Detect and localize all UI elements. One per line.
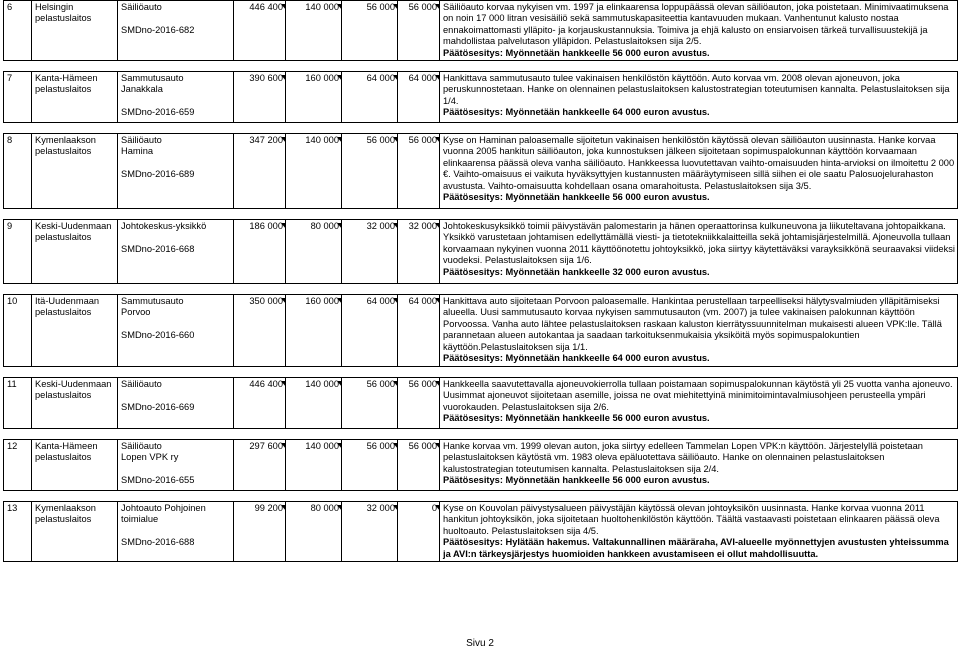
- case-reference: SMDno-2016-655: [121, 475, 195, 486]
- applied-amount-cell: 32 000: [342, 502, 398, 562]
- target-cell: [118, 220, 234, 284]
- row-spacer: [4, 123, 958, 134]
- applicant-cell: [32, 440, 118, 491]
- target-line: Säiliöauto: [121, 441, 162, 452]
- target-line: Säiliöauto: [121, 379, 162, 390]
- target-line: Janakkala: [121, 84, 163, 95]
- grants-table: [3, 0, 958, 562]
- target-line: Säiliöauto: [121, 2, 162, 12]
- applicant-line: Keski-Uudenmaan: [35, 221, 112, 232]
- target-cell: [118, 1, 234, 61]
- applicant-cell: [32, 134, 118, 209]
- applicant-line: pelastuslaitos: [35, 452, 92, 463]
- row-spacer: [4, 284, 958, 295]
- decision-text: Päätösesitys: Myönnetään hankkeelle 32 000 euron avustus.: [443, 266, 710, 277]
- applicant-cell: [32, 1, 118, 61]
- applied-amount-cell: 56 000: [342, 1, 398, 61]
- base-amount-cell: 140 000: [286, 440, 342, 491]
- decision-text: Päätösesitys: Myönnetään hankkeelle 64 000 euron avustus.: [443, 353, 710, 364]
- decision-text: Päätösesitys: Myönnetään hankkeelle 56 000 euron avustus.: [443, 192, 710, 203]
- base-amount-cell: 140 000: [286, 378, 342, 429]
- table-row: [4, 134, 958, 209]
- proposed-amount-cell: 56 000: [398, 440, 440, 491]
- row-spacer: [4, 209, 958, 220]
- description-cell: Säiliöauto korvaa nykyisen vm. 1997 ja elinkaarensa loppupäässä olevan säiliöauton, joka poistetaan. Minimivaatimuksena on noin 17 000 litran vesisäiliö sekä sammutuskapasiteettia kantavuuden mukaan. Vanhentunut kalusto nostaa ennakoimattomasti ylläpito- ja korjauskustannuksia. Toimiva ja ehjä kalusto on ensiarvoisen tärkeä turvallisuustekijä ja mahdollistaa palvelutason ylläpidon. Pelastuslaitoksen sija 2/5. Päätösesitys: Myönnetään hankkeelle 56 000 euron avustus.: [440, 1, 958, 61]
- case-reference: SMDno-2016-688: [121, 537, 195, 548]
- description-cell: Kyse on Kouvolan päivystysalueen päivystäjän käytössä olevan johtoyksikön uusinnasta. Hanke korvaa vuonna 2011 hankitun johtoyksikön, joka sijoitetaan huoltohenkilöstön käyttöön. Täältä vastaavasti poistetaan elinkaaren päässä oleva huoltoauto. Pelastuslaitoksen sija 4/5. Päätösesitys: Hylätään hakemus. Valtakunnallinen määräraha, AVI-alueelle myönnettyjen avustusten yhteissumma ja AVI:n tärkeysjärjestys huomioiden hankkeen avustamiseen ei ollut mahdollisuutta.: [440, 502, 958, 562]
- table-row: [4, 502, 958, 562]
- target-line: Sammutusauto: [121, 73, 184, 84]
- applied-amount-cell: 64 000: [342, 295, 398, 367]
- table-row: [4, 220, 958, 284]
- base-amount-cell: 160 000: [286, 72, 342, 123]
- applicant-line: Kymenlaakson: [35, 135, 96, 146]
- target-line: Lopen VPK ry: [121, 452, 179, 463]
- total-cost-cell: 350 000: [234, 295, 286, 367]
- applicant-line: pelastuslaitos: [35, 146, 92, 157]
- target-line: Johtoauto Pohjoinen: [121, 503, 206, 514]
- proposed-amount-cell: 0: [398, 502, 440, 562]
- target-cell: [118, 72, 234, 123]
- row-number: 13: [4, 502, 32, 562]
- total-cost-cell: 186 000: [234, 220, 286, 284]
- target-cell: [118, 502, 234, 562]
- case-reference: SMDno-2016-689: [121, 169, 195, 180]
- applicant-line: Itä-Uudenmaan: [35, 296, 100, 307]
- applicant-line: Kymenlaakson: [35, 503, 96, 514]
- decision-text: Päätösesitys: Myönnetään hankkeelle 56 000 euron avustus.: [443, 413, 710, 424]
- applied-amount-cell: 56 000: [342, 378, 398, 429]
- proposed-amount-cell: 56 000: [398, 134, 440, 209]
- applicant-cell: [32, 72, 118, 123]
- decision-text: Päätösesitys: Myönnetään hankkeelle 56 000 euron avustus.: [443, 47, 710, 58]
- applicant-cell: [32, 378, 118, 429]
- description-cell: Hanke korvaa vm. 1999 olevan auton, joka siirtyy edelleen Tammelan Lopen VPK:n käyttöön. Järjestelyllä poistetaan pelastuslaitoksen käytöstä vm. 1983 oleva epäluotettava säiliöauto. Hanke on olennainen pelastuslaitoksen kalustostrategian toteutumisen kannalta. Pelastuslaitoksen sija 2/4. Päätösesitys: Myönnetään hankkeelle 56 000 euron avustus.: [440, 440, 958, 491]
- target-line: Porvoo: [121, 307, 151, 318]
- description-cell: Hankittava sammutusauto tulee vakinaisen henkilöstön käyttöön. Auto korvaa vm. 2008 olevan ajoneuvon, joka peruskunnostetaan. Hanke on olennainen pelastuslaitoksen kalustostrategian toteutumisen kannalta. Pelastuslaitoksen sija 1/4. Päätösesitys: Myönnetään hankkeelle 64 000 euron avustus.: [440, 72, 958, 123]
- target-line: Säiliöauto: [121, 135, 162, 146]
- table-row: [4, 378, 958, 429]
- base-amount-cell: 80 000: [286, 220, 342, 284]
- row-number: 6: [4, 1, 32, 61]
- target-line: Hamina: [121, 146, 154, 157]
- page-number: Sivu 2: [466, 638, 494, 649]
- applicant-line: pelastuslaitos: [35, 307, 92, 318]
- applicant-line: Kanta-Hämeen: [35, 73, 98, 84]
- row-spacer: [4, 429, 958, 440]
- target-cell: [118, 134, 234, 209]
- row-number: 8: [4, 134, 32, 209]
- table-row: [4, 1, 958, 61]
- applicant-line: Helsingin: [35, 2, 74, 12]
- total-cost-cell: 446 400: [234, 378, 286, 429]
- row-spacer: [4, 367, 958, 378]
- applicant-line: Kanta-Hämeen: [35, 441, 98, 452]
- row-number: 7: [4, 72, 32, 123]
- case-reference: SMDno-2016-668: [121, 243, 195, 254]
- base-amount-cell: 80 000: [286, 502, 342, 562]
- target-line: toimialue: [121, 514, 159, 525]
- row-spacer: [4, 61, 958, 72]
- base-amount-cell: 140 000: [286, 134, 342, 209]
- decision-text: Päätösesitys: Myönnetään hankkeelle 56 000 euron avustus.: [443, 475, 710, 486]
- applicant-line: pelastuslaitos: [35, 84, 92, 95]
- row-spacer: [4, 491, 958, 502]
- applicant-line: pelastuslaitos: [35, 232, 92, 243]
- description-cell: Hankkeella saavutettavalla ajoneuvokierrolla tullaan poistamaan sopimuspalokunnan käytöstä yli 25 vuotta vanha ajoneuvo. Uusimmat ajoneuvot sijoitetaan asemille, joissa ne ovat miehitettyinä minimitoimintavalmiusohjeen perusteella ympäri vuorokauden. Pelastuslaitoksen sija 2/6. Päätösesitys: Myönnetään hankkeelle 56 000 euron avustus.: [440, 378, 958, 429]
- applicant-line: pelastuslaitos: [35, 390, 92, 401]
- decision-text: Päätösesitys: Hylätään hakemus. Valtakunnallinen määräraha, AVI-alueelle myönnettyjen avustusten yhteissumma ja AVI:n tärkeysjärjestys huomioiden hankkeen avustamiseen ei ollut mahdollisuutta.: [443, 537, 949, 559]
- applied-amount-cell: 56 000: [342, 134, 398, 209]
- total-cost-cell: 390 600: [234, 72, 286, 123]
- table-row: [4, 295, 958, 367]
- proposed-amount-cell: 56 000: [398, 378, 440, 429]
- applicant-cell: [32, 295, 118, 367]
- row-number: 9: [4, 220, 32, 284]
- case-reference: SMDno-2016-660: [121, 330, 195, 341]
- proposed-amount-cell: 32 000: [398, 220, 440, 284]
- row-number: 11: [4, 378, 32, 429]
- target-cell: [118, 378, 234, 429]
- applicant-line: Keski-Uudenmaan: [35, 379, 112, 390]
- applied-amount-cell: 56 000: [342, 440, 398, 491]
- description-cell: Hankittava auto sijoitetaan Porvoon paloasemalle. Hankintaa perustellaan tarpeelliseksi hälytysvalmiuden ylläpitämiseksi alueella. Uusi sammutusauto korvaa nykyisen sammutusauton (vm. 2007) ja tulee vakinaisen palokunnan käyttöön Porvoossa. Vanha auto lähtee pelastuslaitoksen raskaan kaluston kierrätyssuunnitelman mukaisesti alueen VPK:lle. Tällä parannetaan alueen autokantaa ja saadaan tarkoituksenmukaisia yksiköitä myös sopimuspalokuntien käyttöön.Pelastuslaitoksen sija 1/1. Päätösesitys: Myönnetään hankkeelle 64 000 euron avustus.: [440, 295, 958, 367]
- proposed-amount-cell: 56 000: [398, 1, 440, 61]
- row-number: 10: [4, 295, 32, 367]
- target-cell: [118, 440, 234, 491]
- total-cost-cell: 446 400: [234, 1, 286, 61]
- base-amount-cell: 140 000: [286, 1, 342, 61]
- proposed-amount-cell: 64 000: [398, 72, 440, 123]
- target-line: Sammutusauto: [121, 296, 184, 307]
- total-cost-cell: 99 200: [234, 502, 286, 562]
- description-cell: Kyse on Haminan paloasemalle sijoitetun vakinaisen henkilöstön käytössä olevan säiliöauton uusinnasta. Hanke korvaa vuonna 2005 hankitun säiliöauton, joka kunnostuksen jälkeen sijoitetaan sopimuspalokunnan käyttöön korvaamaan elinkaarensa päässä oleva vanha säiliöauto. Hankkeessa luovutettavan vaihto-omaisuuden hinta-arvioksi on ilmoitettu 2 000 €. Vaihto-omaisuus ei vaikuta hyväksyttyjen kustannusten määräytymiseen sillä siihen ei ole saatu Palosuojelurahaston avustusta. Vaihto-omaisuutta kohdellaan osana omarahoitusta. Pelastuslaitoksen sija 3/5. Päätösesitys: Myönnetään hankkeelle 56 000 euron avustus.: [440, 134, 958, 209]
- proposed-amount-cell: 64 000: [398, 295, 440, 367]
- case-reference: SMDno-2016-669: [121, 401, 195, 412]
- target-line: Johtokeskus-yksikkö: [121, 221, 207, 232]
- applicant-line: pelastuslaitos: [35, 514, 92, 525]
- table-row: [4, 440, 958, 491]
- decision-text: Päätösesitys: Myönnetään hankkeelle 64 000 euron avustus.: [443, 107, 710, 118]
- applicant-cell: [32, 220, 118, 284]
- case-reference: SMDno-2016-659: [121, 107, 195, 118]
- total-cost-cell: 347 200: [234, 134, 286, 209]
- target-cell: [118, 295, 234, 367]
- description-cell: Johtokeskusyksikkö toimii päivystävän palomestarin ja hänen operaattorinsa kulkuneuvona ja liikuteltavana johtopaikkana. Yksikkö varustetaan johtamisen edellyttämällä viesti- ja tietotekniikkalaitteilla sekä johtamisjärjestelmillä. Ajoneuvolla tullaan korvaamaan nykyinen vuonna 2011 käyttöönotettu johtoyksikkö, joka siirtyy käytettäväksi varayksikkönä seuraavaksi viideksi vuodeksi. Pelastuslaitoksen sija 1/6. Päätösesitys: Myönnetään hankkeelle 32 000 euron avustus.: [440, 220, 958, 284]
- applicant-cell: [32, 502, 118, 562]
- total-cost-cell: 297 600: [234, 440, 286, 491]
- base-amount-cell: 160 000: [286, 295, 342, 367]
- applicant-line: pelastuslaitos: [35, 13, 92, 24]
- applied-amount-cell: 64 000: [342, 72, 398, 123]
- row-number: 12: [4, 440, 32, 491]
- table-row: [4, 72, 958, 123]
- case-reference: SMDno-2016-682: [121, 24, 195, 35]
- applied-amount-cell: 32 000: [342, 220, 398, 284]
